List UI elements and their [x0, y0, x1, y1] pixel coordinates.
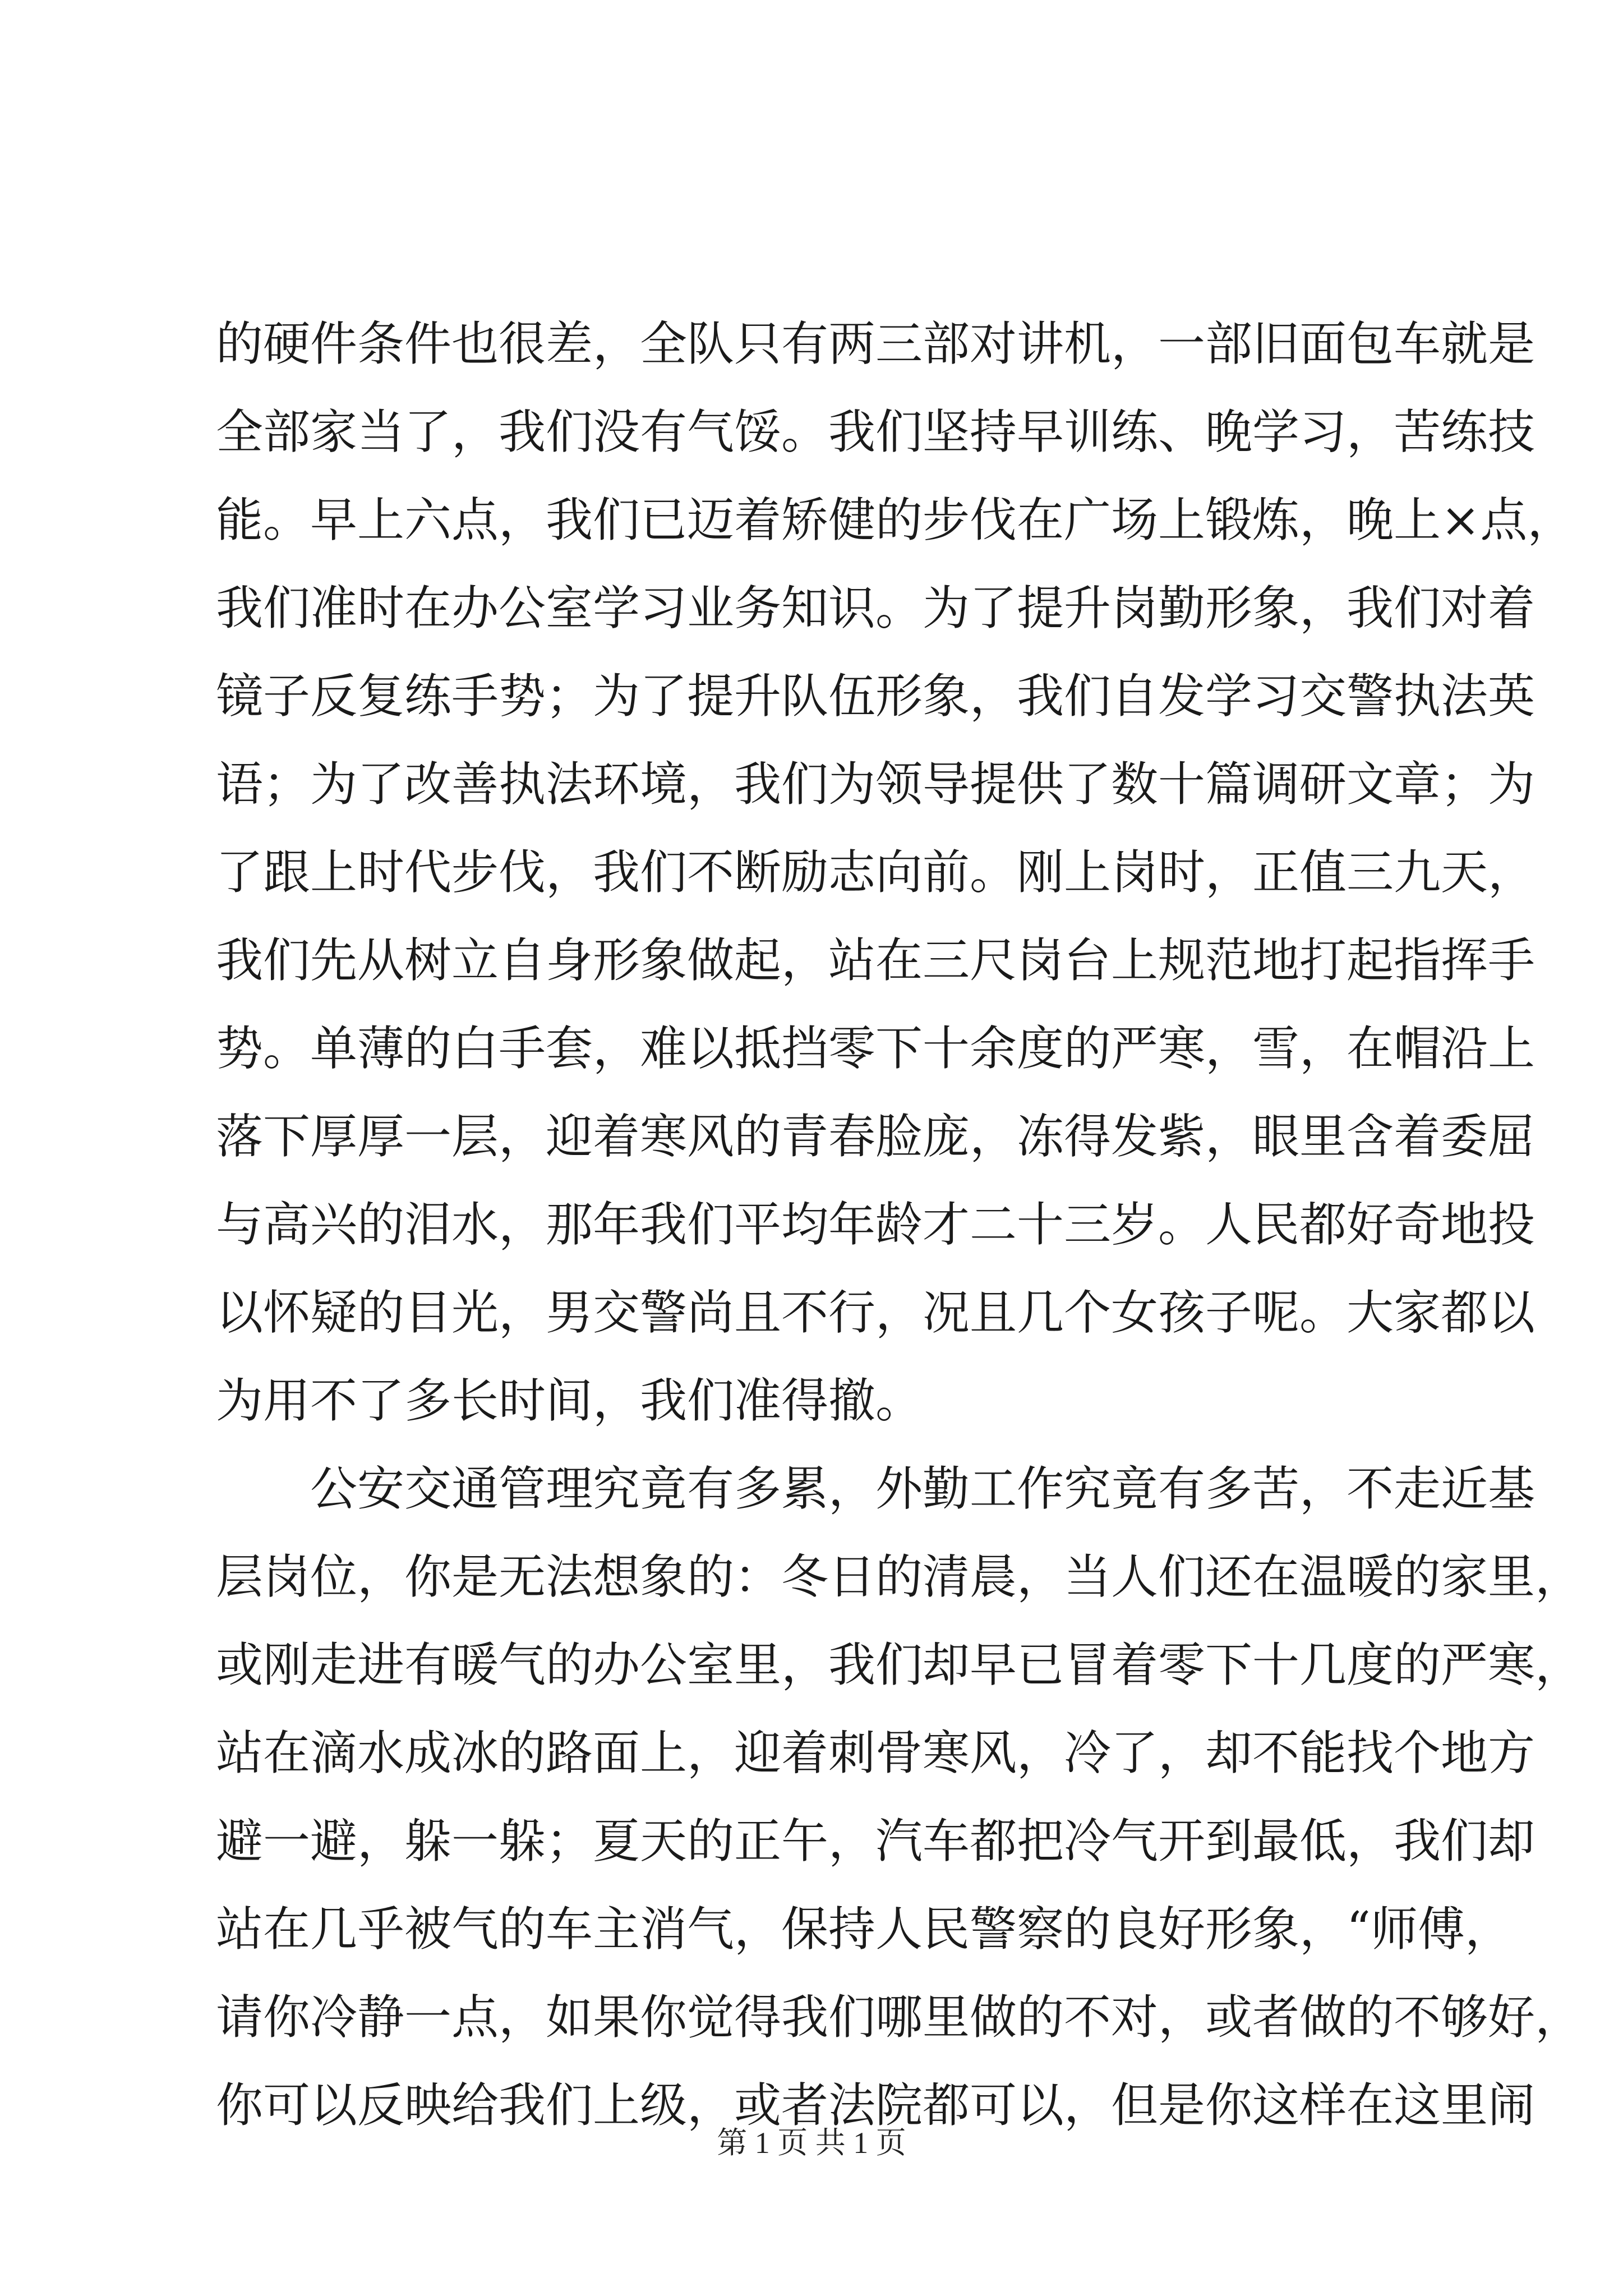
text-line: 的硬件条件也很差，全队只有两三部对讲机，一部旧面包车就是: [216, 316, 1536, 371]
page-number-footer: 第 1 页 共 1 页: [717, 2126, 906, 2160]
text-line: 语；为了改善执法环境，我们为领导提供了数十篇调研文章；为: [216, 757, 1536, 812]
text-line: 了跟上时代步伐，我们不断励志向前。刚上岗时，正值三九天，: [216, 845, 1536, 900]
text-line: 以怀疑的目光，男交警尚且不行，况且几个女孩子呢。大家都以: [216, 1285, 1536, 1340]
text-line: 我们先从树立自身形象做起，站在三尺岗台上规范地打起指挥手: [216, 933, 1536, 988]
text-line: 请你冷静一点，如果你觉得我们哪里做的不对，或者做的不够好，: [216, 1990, 1583, 2045]
text-line: 能。早上六点，我们已迈着矫健的步伐在广场上锻炼，晚上×点，: [216, 493, 1575, 547]
text-line: 避一避，躲一躲；夏天的正午，汽车都把冷气开到最低，我们却: [216, 1814, 1536, 1869]
text-line-last: 为用不了多长时间，我们准得撤。: [216, 1373, 923, 1428]
text-line: 全部家当了，我们没有气馁。我们坚持早训练、晚学习，苦练技: [216, 404, 1536, 459]
text-line-first-indented: 公安交通管理究竟有多累，外勤工作究竟有多苦，不走近基: [310, 1461, 1536, 1516]
paragraph-1: [216, 300, 1575, 1445]
text-line: 站在滴水成冰的路面上，迎着刺骨寒风，冷了，却不能找个地方: [216, 1726, 1536, 1780]
text-line: 站在几乎被气的车主消气，保持人民警察的良好形象，“师傅，: [216, 1902, 1512, 1957]
text-line: 镜子反复练手势；为了提升队伍形象，我们自发学习交警执法英: [216, 669, 1536, 724]
text-line: 或刚走进有暖气的办公室里，我们却早已冒着零下十几度的严寒，: [216, 1637, 1583, 1692]
text-line: 与高兴的泪水，那年我们平均年龄才二十三岁。人民都好奇地投: [216, 1197, 1536, 1252]
paragraph-2: [216, 1445, 1583, 2150]
text-line: 落下厚厚一层，迎着寒风的青春脸庞，冻得发紫，眼里含着委屈: [216, 1109, 1536, 1164]
text-line: 层岗位，你是无法想象的：冬日的清晨，当人们还在温暖的家里，: [216, 1549, 1583, 1604]
text-line: 我们准时在办公室学习业务知识。为了提升岗勤形象，我们对着: [216, 581, 1536, 636]
document-body: [216, 300, 1583, 2150]
text-line: 你可以反映给我们上级，或者法院都可以，但是你这样在这里闹: [216, 2078, 1536, 2133]
text-line: 势。单薄的白手套，难以抵挡零下十余度的严寒，雪，在帽沿上: [216, 1021, 1536, 1076]
